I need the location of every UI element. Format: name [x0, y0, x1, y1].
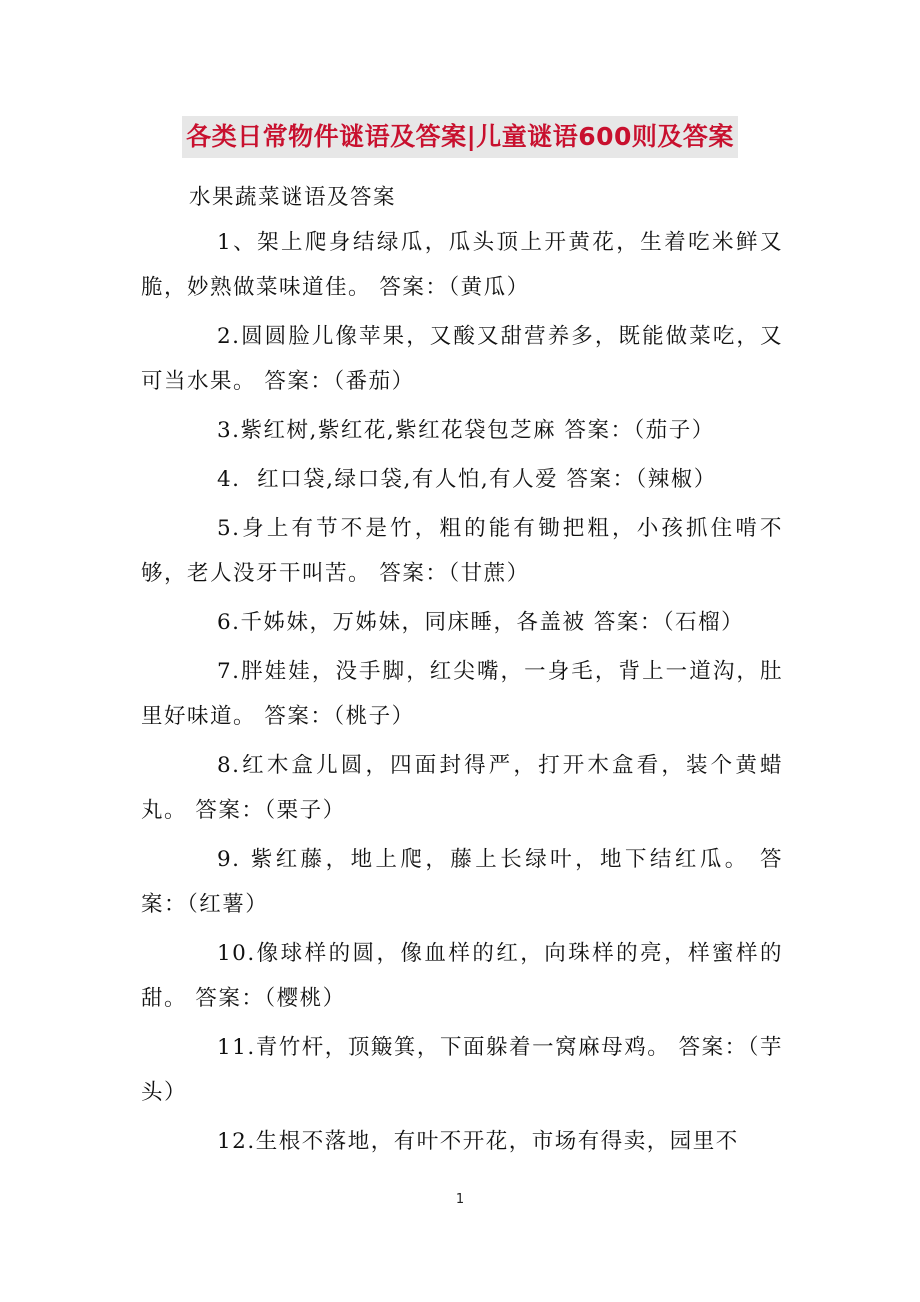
- riddle-11: 11.青竹杆，顶簸箕，下面躲着一窝麻母鸡。 答案：（芋头）: [141, 1035, 783, 1105]
- riddle-10: 10.像球样的圆，像血样的红，向珠样的亮，样蜜样的甜。 答案：（樱桃）: [141, 941, 783, 1011]
- document-title: 各类日常物件谜语及答案|儿童谜语600则及答案: [182, 116, 738, 158]
- riddle-5: 5.身上有节不是竹，粗的能有锄把粗，小孩抓住啃不够，老人没牙干叫苦。 答案：（甘蔗）: [141, 516, 783, 586]
- section-heading: 水果蔬菜谜语及答案: [189, 185, 397, 210]
- document-title-bar: [0, 116, 920, 158]
- riddle-4: 4. 红口袋,绿口袋,有人怕,有人爱 答案：（辣椒）: [217, 467, 717, 492]
- riddle-7: 7.胖娃娃，没手脚，红尖嘴，一身毛，背上一道沟，肚里好味道。 答案：（桃子）: [141, 659, 783, 729]
- riddle-8: 8.红木盒儿圆，四面封得严，打开木盒看，装个黄蜡丸。 答案：（栗子）: [141, 753, 783, 823]
- document-body: [141, 176, 783, 1168]
- riddle-9: 9. 紫红藤，地上爬，藤上长绿叶，地下结红瓜。 答案：（红薯）: [141, 847, 783, 917]
- riddle-1: 1、架上爬身结绿瓜，瓜头顶上开黄花，生着吃米鲜又脆，妙熟做菜味道佳。 答案：（黄瓜）: [141, 230, 783, 300]
- riddle-6: 6.千姊妹，万姊妹，同床睡，各盖被 答案：（石榴）: [217, 610, 745, 635]
- riddle-12: 12.生根不落地，有叶不开花，市场有得卖，园里不: [217, 1129, 739, 1154]
- riddle-3: 3.紫红树,紫红花,紫红花袋包芝麻 答案：（茄子）: [217, 418, 715, 443]
- riddle-2: 2.圆圆脸儿像苹果，又酸又甜营养多，既能做菜吃，又可当水果。 答案：（番茄）: [141, 324, 783, 394]
- page-number: 1: [455, 1192, 465, 1207]
